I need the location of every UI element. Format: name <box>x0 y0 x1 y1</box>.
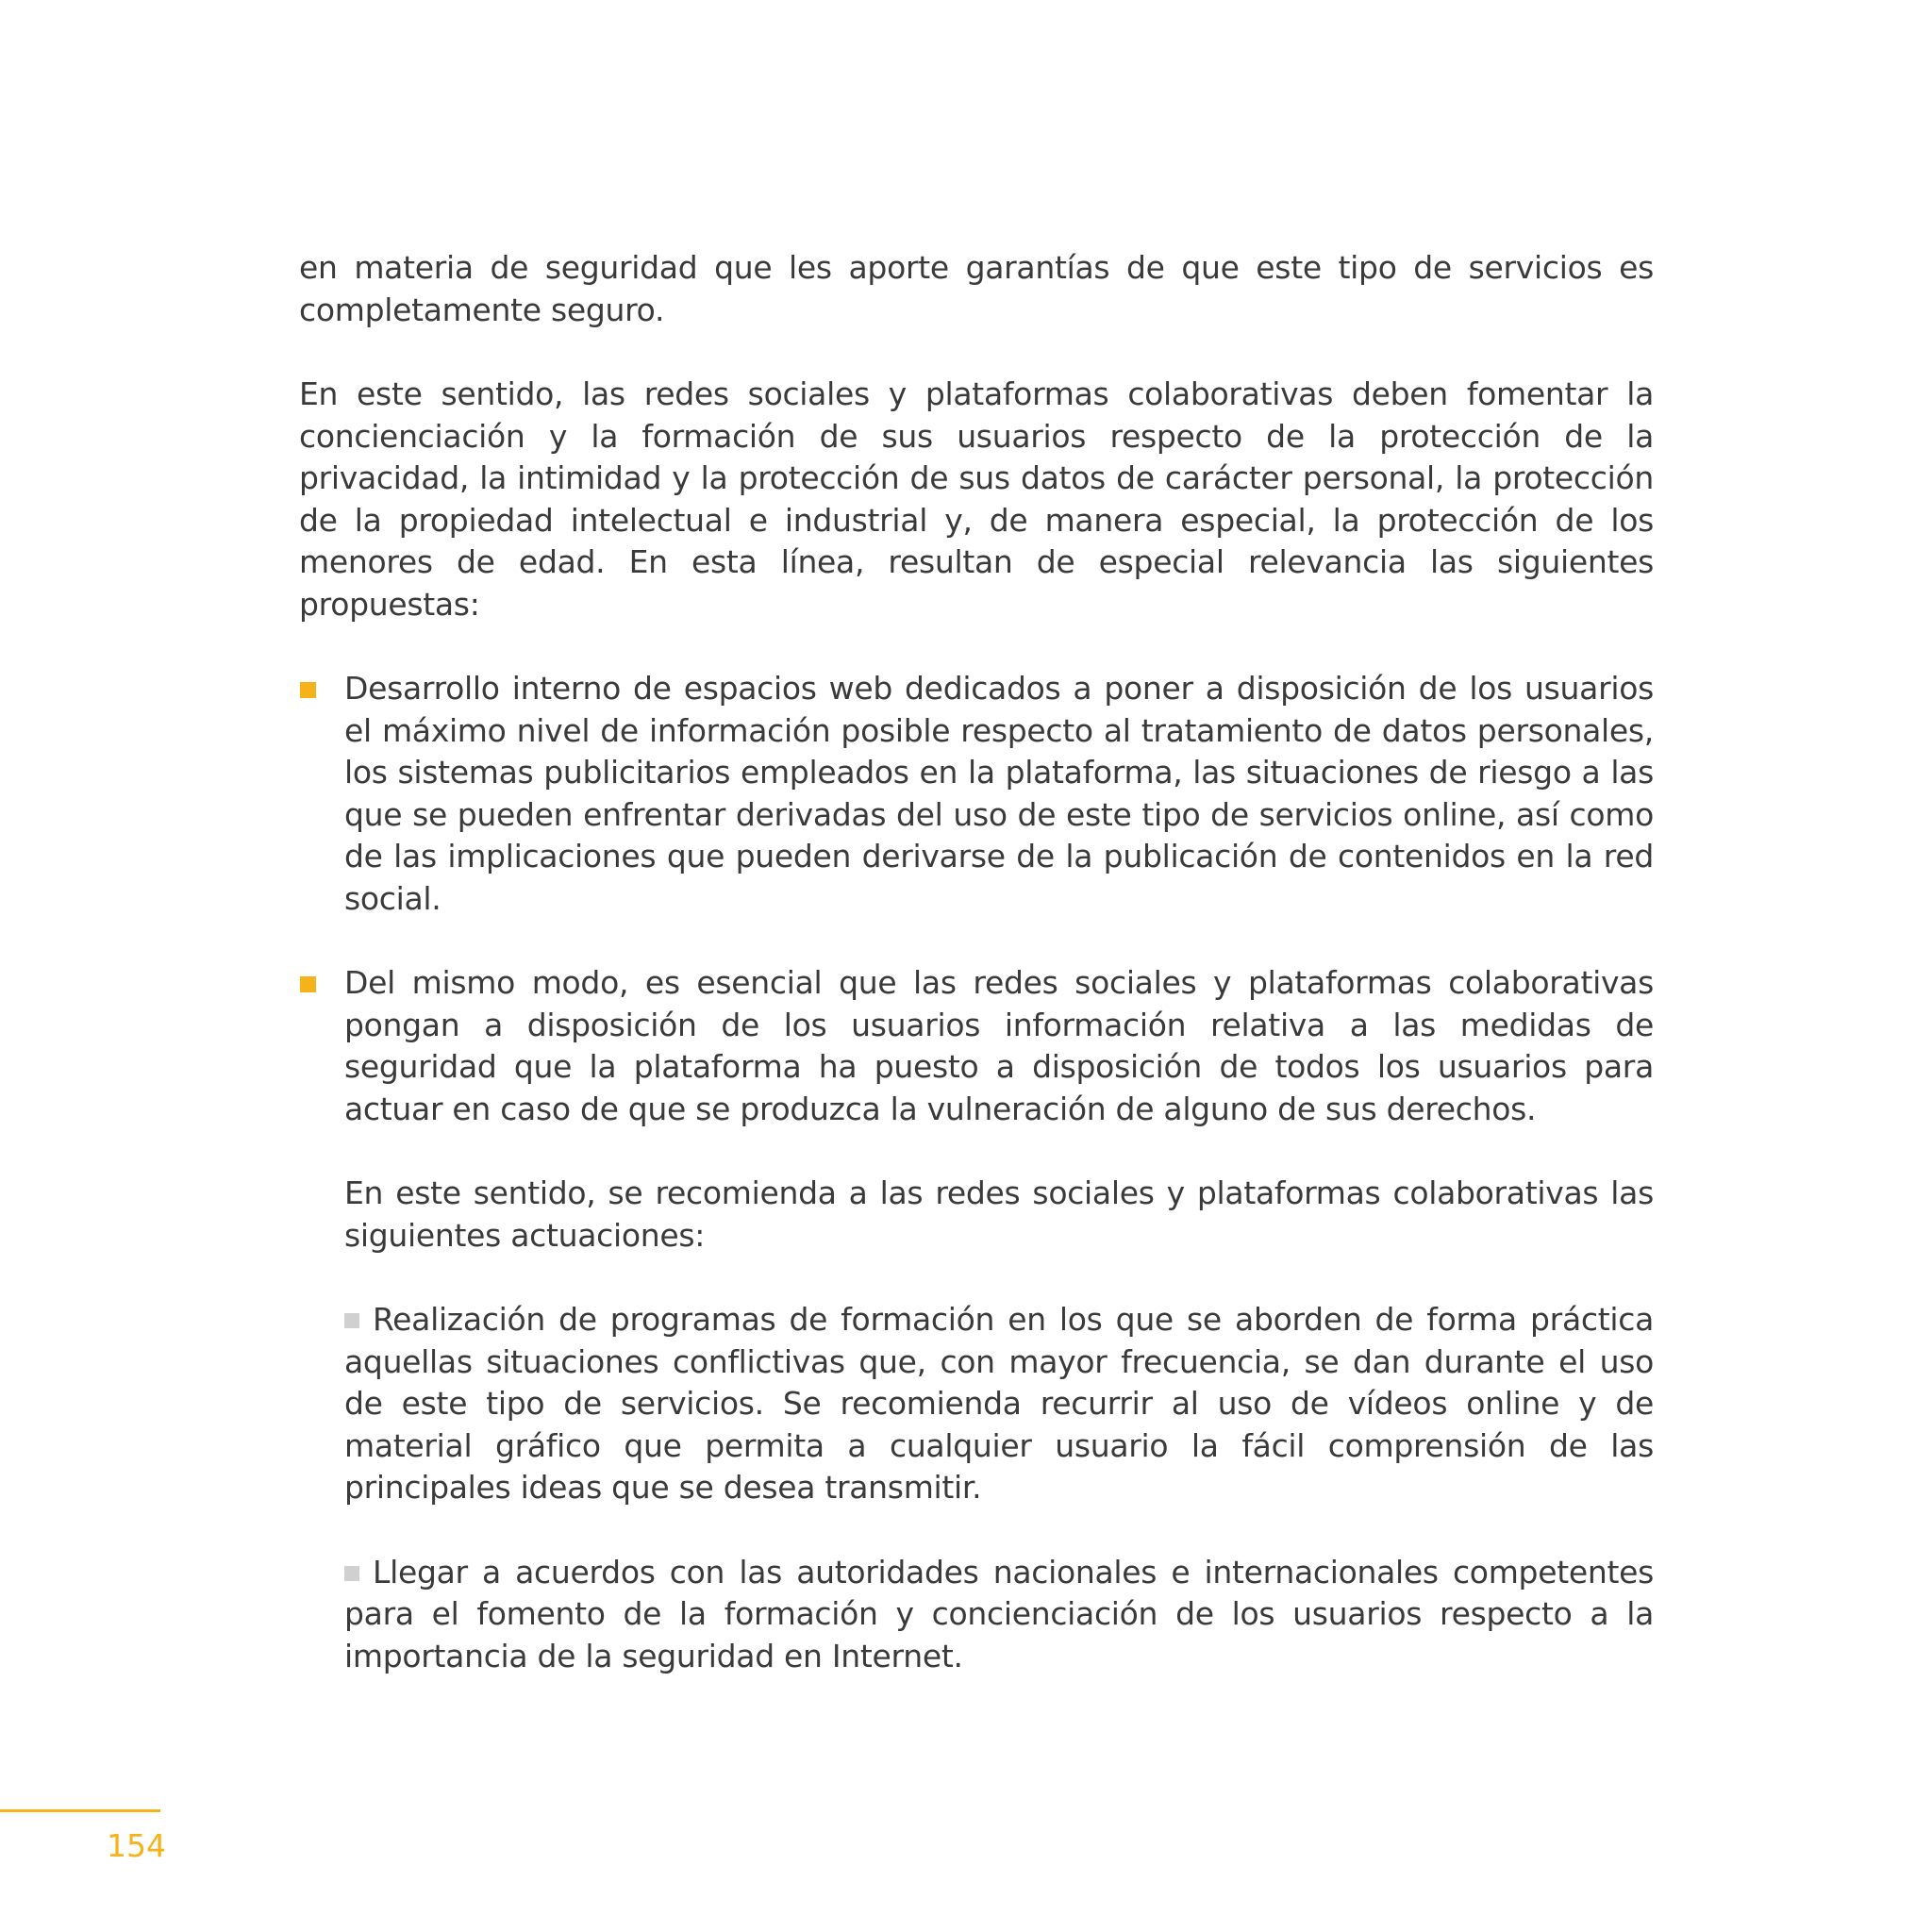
body-text <box>299 247 1654 1720</box>
proposal-list <box>299 668 1654 1677</box>
sub-list-item-text: Realización de programas de formación en los que se aborden de forma práctica aquellas situaciones conflictivas que, con mayor frecuencia, se dan durante el uso de este tipo de servicios. Se recomienda recurrir al uso de vídeos online y de material gráfico que permita a cualquier usuario la fácil comprensión de las principales ideas que se desea transmitir. <box>344 1301 1654 1506</box>
grey-square-bullet-icon <box>344 1313 359 1328</box>
square-bullet-icon <box>300 976 316 992</box>
list-item-text: Del mismo modo, es esencial que las redes sociales y plataformas colaborativas pongan a disposición de los usuarios información relativa a las medidas de seguridad que la plataforma ha puesto a disposición de todos los usuarios para actuar en caso de que se produzca la vulneración de alguno de sus derechos. <box>344 964 1654 1127</box>
list-item <box>299 668 1654 920</box>
list-item <box>299 962 1654 1677</box>
sub-paragraph: En este sentido, se recomienda a las redes sociales y plataformas colaborativas las siguientes actuaciones: <box>344 1174 1654 1254</box>
sub-list-item <box>344 1552 1654 1678</box>
sub-list-item <box>344 1299 1654 1509</box>
intro-paragraph: en materia de seguridad que les aporte garantías de que este tipo de servicios es completamente seguro. <box>299 249 1654 328</box>
page-number: 154 <box>107 1827 166 1864</box>
sub-list-item-text: Llegar a acuerdos con las autoridades nacionales e internacionales competentes para el fomento de la formación y concienciación de los usuarios respecto a la importancia de la seguridad en Internet. <box>344 1553 1654 1674</box>
list-item-text: Desarrollo interno de espacios web dedicados a poner a disposición de los usuarios el máximo nivel de información posible respecto al tratamiento de datos personales, los sistemas publicitarios empleados en la plataforma, las situaciones de riesgo a las que se pueden enfrentar derivadas del uso de este tipo de servicios online, así como de las implicaciones que pueden derivarse de la publicación de contenidos en la red social. <box>344 670 1654 917</box>
square-bullet-icon <box>300 682 316 698</box>
second-paragraph: En este sentido, las redes sociales y plataformas colaborativas deben fomentar la concienciación y la formación de sus usuarios respecto de la protección de la privacidad, la intimidad y la protección de sus datos de carácter personal, la protección de la propiedad intelectual e industrial y, de manera especial, la protección de los menores de edad. En esta línea, resultan de especial relevancia las siguientes propuestas: <box>299 375 1654 623</box>
footer-rule <box>0 1809 160 1812</box>
grey-square-bullet-icon <box>344 1566 359 1581</box>
